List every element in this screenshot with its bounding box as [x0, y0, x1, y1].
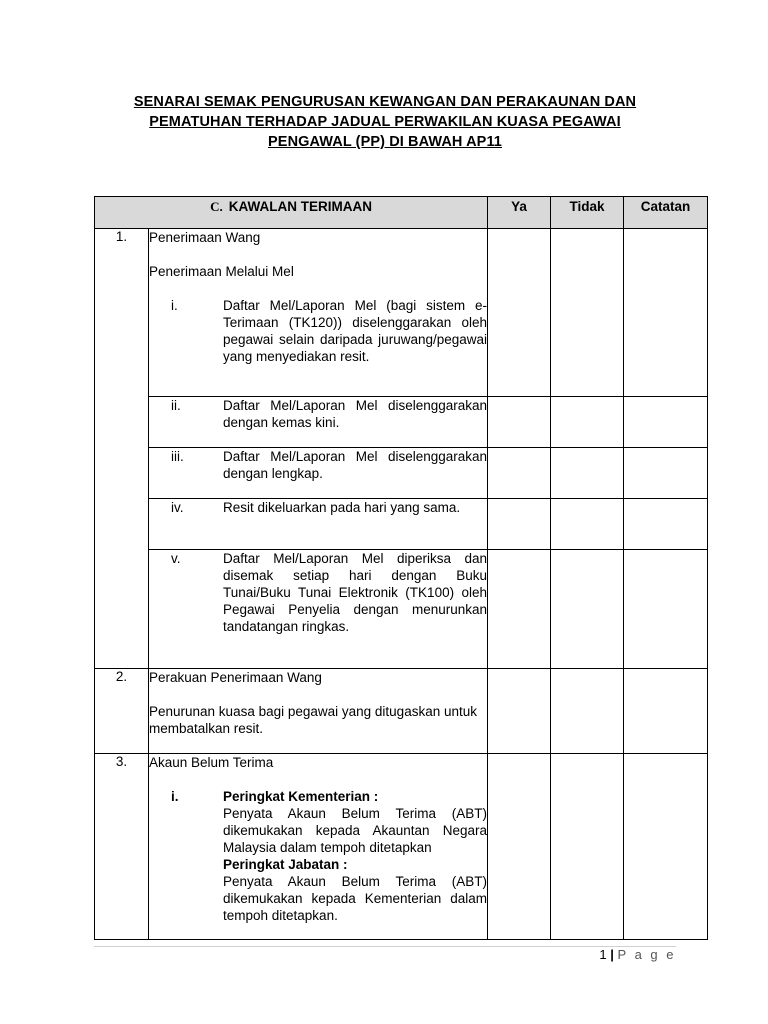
sub-item-number: iii. [171, 449, 184, 464]
page-label: P a g e [617, 947, 676, 962]
column-header-catatan: Catatan [624, 197, 708, 229]
section-title: KAWALAN TERIMAAN [228, 199, 372, 214]
page-footer [560, 947, 676, 962]
section-header [95, 197, 488, 229]
checkbox-cell-ya[interactable] [488, 397, 551, 448]
sub-item-number: v. [171, 551, 181, 566]
notes-cell[interactable] [624, 669, 708, 754]
page-number: 1 [599, 947, 607, 962]
item-heading: Penerimaan Wang [149, 230, 261, 245]
sub-item-number: i. [171, 298, 178, 313]
sub-item [149, 397, 487, 431]
item-description [149, 229, 488, 397]
table-row [95, 754, 708, 940]
checkbox-cell-tidak[interactable] [551, 669, 624, 754]
notes-cell[interactable] [624, 550, 708, 669]
checkbox-cell-tidak[interactable] [551, 397, 624, 448]
item-heading: Perakuan Penerimaan Wang [149, 670, 322, 685]
title-line-3: PENGAWAL (PP) DI BAWAH AP11 [268, 134, 502, 150]
checkbox-cell-tidak[interactable] [551, 754, 624, 940]
section-letter: C. [210, 199, 223, 214]
sub-item [149, 550, 487, 635]
checkbox-cell-ya[interactable] [488, 550, 551, 669]
item-description [149, 550, 488, 669]
document-title [80, 92, 690, 152]
sub-item-text: Daftar Mel/Laporan Mel diselenggarakan dengan lengkap. [223, 449, 488, 481]
sub-item-number: ii. [171, 398, 181, 413]
item-subheading: Penerimaan Melalui Mel [149, 264, 294, 279]
sub-item-text: Daftar Mel/Laporan Mel diperiksa dan disemak setiap hari dengan Buku Tunai/Buku Tunai Elektronik (TK100) oleh Pegawai Penyelia dengan menurunkan tandatangan ringkas. [223, 551, 488, 634]
item-heading: Akaun Belum Terima [149, 755, 274, 770]
item-description [149, 448, 488, 499]
checkbox-cell-ya[interactable] [488, 229, 551, 397]
sub-item-text: Daftar Mel/Laporan Mel (bagi sistem e-Terimaan (TK120)) diselenggarakan oleh pegawai selain daripada juruwang/pegawai yang menyediakan resit. [223, 298, 488, 364]
checkbox-cell-tidak[interactable] [551, 499, 624, 550]
item-description [149, 754, 488, 940]
page-separator: | [610, 947, 614, 962]
sub-item-text: Daftar Mel/Laporan Mel diselenggarakan dengan kemas kini. [223, 398, 488, 430]
header-row [95, 197, 708, 229]
checkbox-cell-ya[interactable] [488, 754, 551, 940]
table-row [95, 397, 708, 448]
item-description [149, 397, 488, 448]
checkbox-cell-ya[interactable] [488, 499, 551, 550]
item-number: 3. [95, 754, 149, 940]
notes-cell[interactable] [624, 499, 708, 550]
item-text: Penurunan kuasa bagi pegawai yang ditugaskan untuk membatalkan resit. [149, 704, 477, 736]
checkbox-cell-tidak[interactable] [551, 229, 624, 397]
item-description [149, 669, 488, 754]
item-number: 2. [95, 669, 149, 754]
column-header-tidak: Tidak [551, 197, 624, 229]
title-line-1: SENARAI SEMAK PENGURUSAN KEWANGAN DAN PERAKAUNAN DAN [133, 94, 637, 110]
table-row [95, 448, 708, 499]
table-row [95, 669, 708, 754]
sub-item-number: iv. [171, 500, 184, 515]
ministry-level-label: Peringkat Kementerian : [223, 789, 379, 804]
sub-item-number: i. [171, 789, 179, 804]
checklist-table [94, 196, 708, 940]
checkbox-cell-tidak[interactable] [551, 550, 624, 669]
department-level-label: Peringkat Jabatan : [223, 857, 348, 872]
checkbox-cell-tidak[interactable] [551, 448, 624, 499]
item-description [149, 499, 488, 550]
checkbox-cell-ya[interactable] [488, 669, 551, 754]
column-header-ya: Ya [488, 197, 551, 229]
checkbox-cell-ya[interactable] [488, 448, 551, 499]
sub-item [149, 499, 487, 516]
notes-cell[interactable] [624, 754, 708, 940]
item-number: 1. [95, 229, 149, 669]
table-row [95, 550, 708, 669]
department-level-text: Penyata Akaun Belum Terima (ABT) dikemukakan kepada Kementerian dalam tempoh ditetapkan. [223, 874, 488, 923]
title-line-2: PEMATUHAN TERHADAP JADUAL PERWAKILAN KUASA PEGAWAI [149, 114, 621, 130]
ministry-level-text: Penyata Akaun Belum Terima (ABT) dikemukakan kepada Akauntan Negara Malaysia dalam tempoh ditetapkan [223, 806, 488, 855]
notes-cell[interactable] [624, 448, 708, 499]
notes-cell[interactable] [624, 229, 708, 397]
table-row [95, 499, 708, 550]
sub-item [149, 788, 487, 924]
sub-item [149, 297, 487, 365]
sub-item [149, 448, 487, 482]
notes-cell[interactable] [624, 397, 708, 448]
table-row [95, 229, 708, 397]
sub-item-text: Resit dikeluarkan pada hari yang sama. [223, 500, 461, 515]
